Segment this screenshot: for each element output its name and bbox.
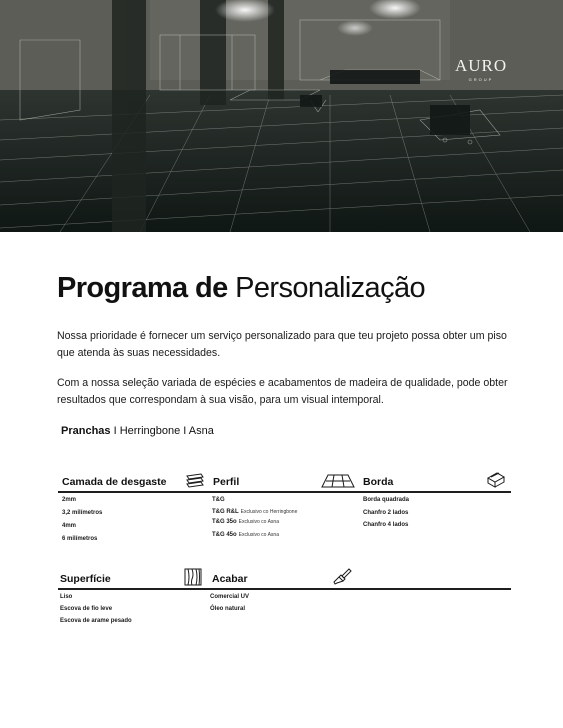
brand-logo (455, 56, 507, 82)
camada-item: 4mm (62, 523, 77, 529)
types-list: I Herringbone I Asna (113, 425, 214, 437)
camada-item: 3,2 milímetros (62, 510, 103, 516)
acabar-item: Comercial UV (210, 594, 250, 600)
perfil-item-note: Exclusivo co Herringbone (240, 509, 298, 515)
perfil-item-label: T&G 35o (212, 519, 237, 525)
perfil-item (212, 509, 297, 515)
wood-grain-icon (183, 567, 203, 587)
paint-brush-icon (331, 566, 353, 586)
section-title-superficie: Superfície (60, 573, 111, 585)
perfil-item (212, 532, 279, 538)
product-types (61, 425, 214, 437)
title-bold: Programa de (57, 272, 228, 304)
bevel-edge-icon (485, 470, 507, 490)
perfil-item-note: Exclusivo co Asna (238, 519, 279, 525)
hero-image (0, 0, 563, 232)
perfil-item-note: Exclusivo co Asna (238, 532, 279, 538)
divider-row-2 (58, 588, 511, 590)
section-title-perfil: Perfil (213, 476, 240, 488)
divider-row-1 (58, 491, 511, 493)
borda-item: Chanfro 4 lados (363, 522, 409, 528)
perfil-item-label: T&G R&L (212, 509, 239, 515)
stacked-planks-icon (184, 472, 206, 490)
section-title-camada: Camada de desgaste (62, 476, 167, 488)
superficie-item: Liso (60, 594, 73, 600)
camada-item: 2mm (62, 497, 77, 503)
section-title-acabar: Acabar (212, 573, 248, 585)
intro-paragraph-1: Nossa prioridade é fornecer um serviço personalizado para que teu projeto possa obter um piso que atenda às suas necessidades. (57, 330, 507, 359)
perfil-item-label: T&G 45o (212, 532, 237, 538)
logo-wordmark: AURO (455, 56, 508, 75)
perfil-item (212, 497, 225, 503)
perfil-item (212, 519, 279, 525)
intro-paragraph-2: Com a nossa seleção variada de espécies e acabamentos de madeira de qualidade, pode obter resultados que correspondam à sua visão, para um visual intemporal. (57, 377, 508, 406)
section-title-borda: Borda (363, 476, 394, 488)
logo-subtitle: GROUP (468, 77, 494, 82)
page-title (57, 268, 425, 308)
office-interior-sketch (0, 0, 563, 232)
borda-item: Borda quadrada (363, 497, 410, 503)
camada-item: 6 milímetros (62, 536, 98, 542)
title-light: Personalização (235, 272, 426, 304)
plank-profile-icon (320, 471, 356, 491)
perfil-item-label: T&G (212, 497, 225, 503)
types-label: Pranchas (61, 425, 111, 437)
borda-item: Chanfro 2 lados (363, 510, 409, 516)
superficie-item: Escova de fio leve (60, 606, 113, 612)
acabar-item: Óleo natural (210, 606, 246, 612)
superficie-item: Escova de arame pesado (60, 618, 132, 624)
